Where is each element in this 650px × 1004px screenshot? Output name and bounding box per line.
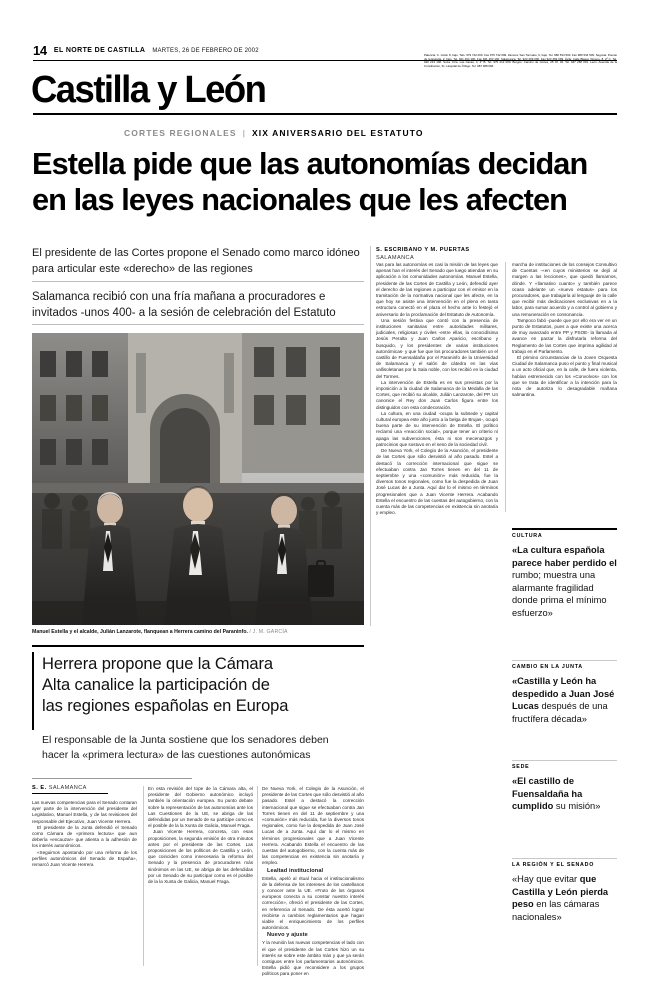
- byline-secondary: [32, 784, 87, 792]
- rail-quote-bold: «El castillo de Fuensaldaña ha cumplido: [512, 776, 583, 811]
- column-divider-3: [505, 262, 506, 512]
- photo-credit: / J. M. GARCÍA: [249, 629, 288, 635]
- secondary-rule-bottom: [32, 778, 192, 779]
- paragraph: Y la reunión las nuevas competencias el lado con el que el presidente de las Cortes hizo un su interés se sobre este ámbito más y que ya serán contiguos entre los parlamentarios autonómicos. Estella pidió que reconsidere a los grupos políticos para poner en: [262, 940, 364, 977]
- standfirst-rule-1: [32, 281, 364, 282]
- paragraph: El presidente de la Junta defendió el Senado como Cámara de «primera lectura» que aun debería «encauzar» que atienta a la adhesión de los interés autonómicos.: [32, 824, 137, 849]
- article-column-1: [376, 262, 498, 516]
- paragraph: Estella, apeló al ritual hacia el institucionalismo de la defensa de los intereses de los castellanos y conocer ante la UE. «Fruto de los órganos europeos conecta a su constar nuestro interés corrección», ofreció el presidente de las Cortes, en referencia al Senado. De ésta acertó lograr recibirse a cambios reglamentarios que hagan viable el enriquecimiento de los perfiles autonómicos.: [262, 875, 364, 931]
- byline-secondary-rule: [32, 793, 108, 794]
- lead-photo: [32, 333, 364, 625]
- paragraph: Las nuevas competencias para el Senado contaran ayer parte de la intervención del presidente del Legislativo, Manuel Estella, y de las revisiones del responsable del Ejecutivo, Juan Vicente Herrera.: [32, 800, 137, 824]
- subscription-info-box: Palencia: C. Colón 8, bajo. Tels. 979 742 000. Fax 979 742 099. Zamora: San Torcuato, 6, bajo. Tel. 980 534 500. Fax 980 534 509. Segovia: Puente de la Estrella, 2, bajo. Tel. 921 463 100. Fax 921 463 190. Salamanca: Tel. 923 269 000. Fax 923 269 099. Ávila: Calle Blasco Ximeno, 8, 2º C. Tel. 920 213 100. Soria: Ctra. Las Casas, 4, 2º B. Tel. 975 212 000. Burgos: Camino de Cortes, 25 Of. 02. Tel. 947 268 001. León: Avenida de la Constitución, 31. Hospital de Órbigo. Tel. 987 388 096.: [424, 53, 617, 68]
- rail-quote-prefix: «Hay que evitar: [512, 874, 578, 884]
- rail-label: CULTURA: [512, 533, 543, 539]
- section-title-rule: [33, 113, 617, 115]
- paragraph: Tampoco fabó -puede que por ello era ver en un punto de Estatutos, pues a que existe una acerca de muy avanzado entre PP y PSOE- la llamada al avance en pactar la disfrutarla reforma del Reglamento de las Cortes que imprima agilidad al trabajo en el Parlamento.: [512, 317, 617, 354]
- rail-quote: [512, 775, 617, 813]
- rail-quote-rest: en las cámaras nacionales»: [512, 899, 600, 922]
- headline-line-1: Estella pide que las autonomías decidan: [32, 146, 588, 181]
- standfirst-primary: El presidente de las Cortes propone el Senado como marco idóneo para articular este «derecho» de las regiones: [32, 247, 360, 275]
- paragraph: En esta revisión del tope de la Cámara alta, el presidente del Gobierno autonómico incluyó también la orientación europea. Su punto debate sobre la representación de las autonomías ante los Las Cuestiones de la UE, se abriga de las defendidas por un Senado de su participe como es el posible de la la Xunta de Galicia, Manuel Fraga.: [148, 786, 253, 829]
- paragraph: El primino circunstancias de la Joven Orquesta Ciudad de Salamanca puso el punto y final musical a un acto oficial que, en la calle, de fuera violenta, habían estremecido con los «Convolvos» con los que se trata de identificar a la intención para la nota de autoriza lo desagradable mañana salmantina.: [512, 355, 617, 398]
- rail-quote-rest: después de una fructífera década»: [512, 701, 608, 724]
- paragraph: marcha de instituciones de los consejos Consultivo de Cuentas -«en cuyos ministerios se dejó al margen a las lecciones», que quedó llamarnos, dónde. Y «llamativo cuanto» y también parece ocaso adelante un «nuevo estatus» para los procuradores, que trabajaría al lenguaje de la calle que recibir más dedicaciones exclusivas en a la labor, para sumar acuerdo y a control al gobierno y una remuneración en consonancia.: [512, 262, 617, 317]
- rail-label: SEDE: [512, 764, 530, 770]
- rail-quote-bold: que Castilla y León pierda peso: [512, 874, 609, 909]
- rail-label: CAMBIO EN LA JUNTA: [512, 664, 583, 670]
- rail-quote-rest: rumbo; muestra una alarmante fragilidad donde prima el mínimo esfuerzo»: [512, 570, 607, 618]
- rail-box-cambio-en-la-junta: [512, 660, 617, 725]
- rail-separator: [512, 858, 617, 859]
- lead-photo-image: [32, 333, 364, 625]
- secondary-headline-line-2: Alta canalice la participación de: [42, 676, 270, 694]
- paragraph: Juan Vicente Herrera, concreta, con esas proposiciones, la segunda emisión de otra minutos antes por el presidente de las Cortes. Las proposiciones de los políticos de Castilla y León, que coinciden como innecesaria la reforma del Senado y la presencia de procuradores más sinónimos en las UE, se abriga de las defendidas por un Senado de su participar como es el posible de la la Xunta de Galicia, Manuel Fraga.: [148, 829, 253, 885]
- column-divider-1: [143, 786, 144, 966]
- standfirst-secondary: Salamanca recibió con una fría mañana a procuradores e invitados -unos 400- a la sesión de celebración del Estatuto: [32, 291, 336, 319]
- kicker: [124, 128, 424, 138]
- standfirst-rule-2: [32, 324, 364, 325]
- subheading: Lealtad institucional: [267, 867, 324, 874]
- secondary-column-2: [148, 786, 253, 885]
- rail-box-la-region-y-el-senado: [512, 858, 617, 923]
- secondary-column-3: [262, 786, 364, 978]
- byline-secondary-authors: S. E.: [32, 785, 47, 791]
- column-divider-4: [370, 246, 371, 626]
- subheading: Nuevo y ajuste: [267, 932, 308, 939]
- photo-caption-text: Manuel Estella y el alcalde, Julián Lanzarote, flanquean a Herrera camino del Paraninfo.: [32, 629, 248, 635]
- rail-quote-bold: «La cultura española parece haber perdido el: [512, 545, 617, 568]
- paragraph: «Seguimos apostando por una reforma de los perfiles autonómicos del Senado de España», remarcó Juan Vicente Herrera: [32, 849, 137, 868]
- byline-main: [376, 246, 470, 262]
- secondary-standfirst: El responsable de la Junta sostiene que los senadores deben hacer la «primera lectura» de las cuestiones autonómicas: [42, 734, 329, 761]
- paragraph: La intervención de Estella es en sus previstas por la imposición a la ciudad de Salamanca de la Medalla de las Cortes, que recibió su alcalde, Julián Lanzarote, del PP. Un canonice el Rey don Juan Carlos figura entre los distinguidos con esta condecoración.: [376, 379, 498, 410]
- section-title: Castilla y León: [31, 69, 266, 111]
- kicker-right: XIX ANIVERSARIO DEL ESTATUTO: [252, 128, 424, 138]
- secondary-rule-top: [32, 645, 364, 647]
- secondary-headline: [42, 654, 364, 717]
- rail-separator: [512, 660, 617, 661]
- photo-caption: [32, 628, 364, 636]
- rail-quote: [512, 675, 617, 725]
- article-column-2: [512, 262, 617, 398]
- byline-secondary-place: SALAMANCA: [48, 785, 87, 791]
- rail-label: LA REGIÓN Y EL SENADO: [512, 862, 595, 868]
- byline-main-authors: S. ESCRIBANO Y M. PUERTAS: [376, 247, 470, 253]
- rail-box-sede: [512, 760, 617, 813]
- secondary-vertical-rule: [32, 652, 34, 730]
- kicker-left: CORTES REGIONALES: [124, 128, 237, 138]
- headline-line-2: en las leyes nacionales que les afecten: [32, 182, 568, 217]
- kicker-separator: |: [242, 128, 246, 138]
- paper-name: EL NORTE DE CASTILLA: [53, 47, 146, 54]
- rail-separator: [512, 760, 617, 761]
- column-divider-2: [257, 786, 258, 966]
- paragraph: De Nueva York, el Colegio de la Asunción, el presidente de las Cortes que sólo desvistió al año pasado. Estel a destacó la corrección internacional que sigue se efectuaban contra Jan Torres tienen en del 11 de septiembre y una «comunión» más reducida, fue la diversos tonos regionales, como fue la despedida de Juan José Lucas de a Junta. Aquí dar lo el mismo en términos progresionales que a Juan Vicente Herrera. Acabando Estella el encuentro de las cuestas del autogobierno, con la cuenta más de las competencias en existencia sin anotaría y empleo.: [262, 786, 364, 866]
- paragraph: Vas para las autonomías es casi la misión de las leyes que apenas han el interés del Senado que luego atiendan en su aplicación a los comunidades autonomías. Manuel Estella, presidente de las Cortes de Castilla y León, defendió ayer el derecho de las regiones a participar con el emisor en la tramitación de la normativa nacional que les afecte, en la que hoy se asiste una intervención en el pleno en tanta estructura conectó en el plaza el hecho ante lo festejó el aniversario de la proclamación del Estatuto de Autonomía.: [376, 262, 498, 317]
- rail-box-cultura: [512, 528, 617, 619]
- secondary-column-1: [32, 800, 137, 868]
- rail-quote: [512, 873, 617, 923]
- page-number: 14: [33, 43, 47, 58]
- paragraph: Una sesión festiva que contó con la presencia de instituciones sanitarias entre autoridades militares, judiciales, religiosas y civiles -entre ellas, la conocidísima Jesús Peralta y Juan Carlos Aparicio, escribano y busquido, y los presidentes de varias instituciones autonómicas- y que fue que los procuradores también un el castillo de Fuensaldaña por el Paraninfo de la Universidad de Salamanca y el salón de cátedra en las vías vallisoletanas por la Sala noble, con los recibió en la ciudad del Tormes.: [376, 317, 498, 379]
- rail-quote-rest: su misión»: [555, 801, 601, 811]
- byline-main-place: SALAMANCA: [376, 255, 415, 261]
- paragraph: De Nueva York, el Colegio de la Asunción, el presidente de las Cortes que sólo desvistió al año pasado. Estel a destacó la corrección internacional que sigue se efectuaban contra Jan Torres tienen en del 11 de septiembre y una «comunión» más reducida, fue la diversos tonos regionales, como fue la despedida de Juan José Lucas de a Junta. Aquí dar lo el mismo en términos progresionales que a Juan Vicente Herrera. Acabando Estella el encuentro de las cuestas del autogobierno, con la cuenta más de las competencias en existencia sin anotaría y empleo.: [376, 448, 498, 516]
- secondary-headline-line-1: Herrera propone que la Cámara: [42, 655, 273, 673]
- rail-rule: [512, 528, 617, 530]
- rail-quote: [512, 544, 617, 619]
- paragraph: La cultura, en una ciudad -ocupa la subsede y capital cultural europea este año junto a la belga de Brujas-, ocupó buena parte de su intervención de Estella. El político reclamó una «reacción social», porque tener un criterio ni apaga las subvenciones, ésta ni son mecenazgos y patrocinios que sostuvo en el seno de la sociedad civil.: [376, 410, 498, 447]
- secondary-headline-line-3: las regiones españolas en Europa: [42, 697, 289, 715]
- rail-quote-bold: «Castilla y León ha despedido a Juan José Lucas: [512, 676, 615, 711]
- publication-date: MARTES, 26 DE FEBRERO DE 2002: [152, 48, 259, 54]
- page-headline: [32, 146, 620, 218]
